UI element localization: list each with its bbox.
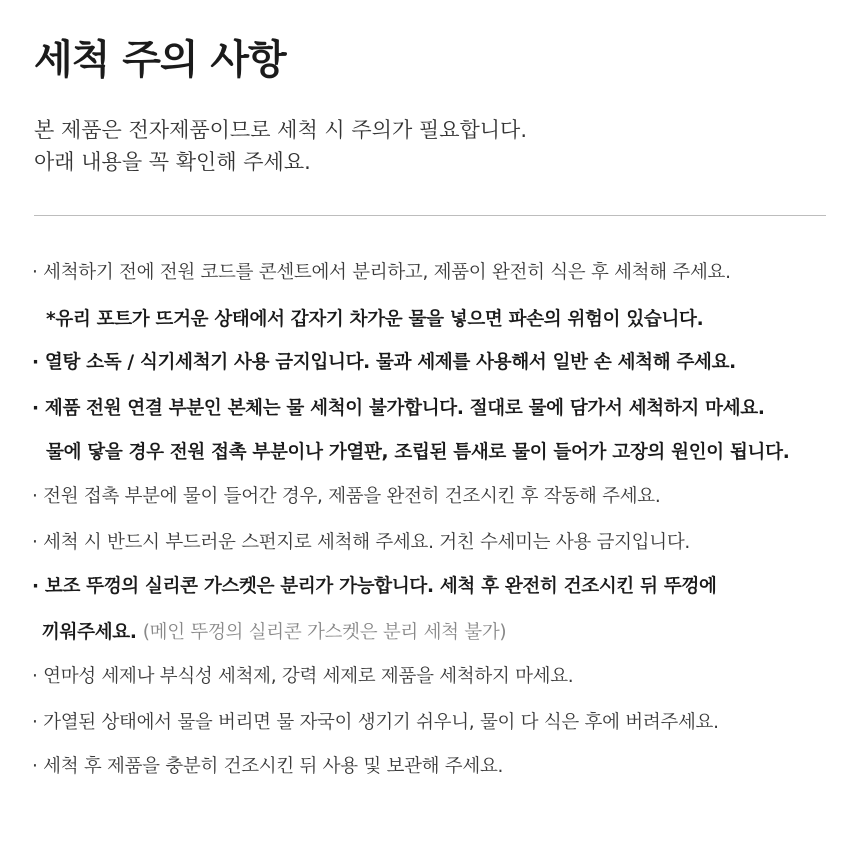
note-glass-pot-warning: *유리 포트가 뜨거운 상태에서 갑자기 차가운 물을 넣으면 파손의 위험이 있습니다. [46,309,704,330]
note-no-boiling-dishwasher: · 열탕 소독 / 식기세척기 사용 금지입니다. 물과 세제를 사용해서 일반 손 세척해 주세요. [32,352,736,373]
note-water-damage-warning: 물에 닿을 경우 전원 접촉 부분이나 가열판, 조립된 틈새로 물이 들어가 고장의 원인이 됩니다. [46,442,790,463]
section-divider [34,215,826,216]
note-main-gasket-not-removable: (메인 뚜껑의 실리콘 가스켓은 분리 세척 불가) [142,622,507,643]
intro-line-1: 본 제품은 전자제품이므로 세척 시 주의가 필요합니다. [34,118,528,142]
note-cool-before-discard: · 가열된 상태에서 물을 버리면 물 자국이 생기기 쉬우니, 물이 다 식은 후에 버려주세요. [32,712,719,733]
note-soft-sponge: · 세척 시 반드시 부드러운 스펀지로 세척해 주세요. 거친 수세미는 사용 금지입니다. [32,532,690,553]
page-title: 세척 주의 사항 [34,37,286,83]
note-no-abrasive-detergent: · 연마성 세제나 부식성 세척제, 강력 세제로 제품을 세척하지 마세요. [32,666,574,687]
note-no-water-on-base: · 제품 전원 연결 부분인 본체는 물 세척이 불가합니다. 절대로 물에 담가서 세척하지 마세요. [32,398,765,419]
note-silicone-gasket: · 보조 뚜껑의 실리콘 가스켓은 분리가 가능합니다. 세척 후 완전히 건조시킨 뒤 뚜껑에 [32,576,717,597]
note-dry-before-use: · 전원 접촉 부분에 물이 들어간 경우, 제품을 완전히 건조시킨 후 작동해 주세요. [32,486,661,507]
intro-text [34,114,527,178]
note-silicone-gasket-continued [42,618,506,648]
note-silicone-gasket-reinsert: 끼워주세요. [42,622,137,643]
note-unplug-before-cleaning: · 세척하기 전에 전원 코드를 콘센트에서 분리하고, 제품이 완전히 식은 후 세척해 주세요. [32,262,731,283]
note-dry-before-storage: · 세척 후 제품을 충분히 건조시킨 뒤 사용 및 보관해 주세요. [32,756,504,777]
intro-line-2: 아래 내용을 꼭 확인해 주세요. [34,150,311,174]
